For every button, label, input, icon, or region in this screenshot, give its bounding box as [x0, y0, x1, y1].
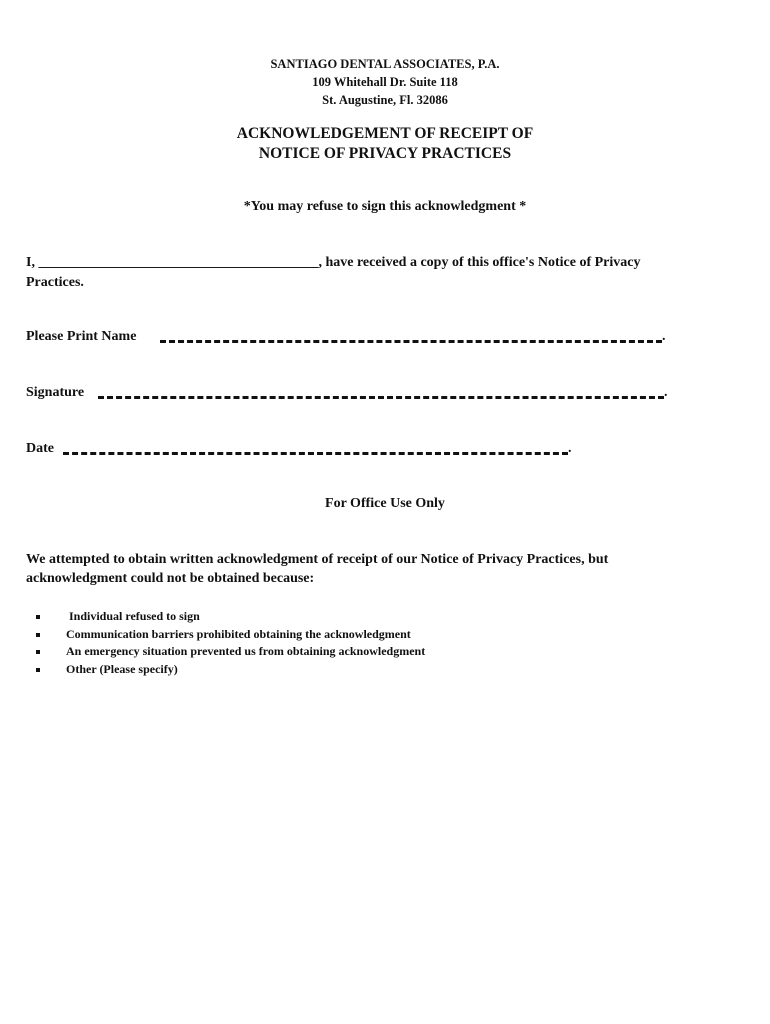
- document-title-line-1: ACKNOWLEDGEMENT OF RECEIPT OF: [236, 125, 534, 142]
- signature-end-mark: .: [664, 385, 668, 400]
- statement-prefix: I,: [26, 255, 39, 270]
- reasons-list: [36, 608, 425, 678]
- office-use-paragraph-line-2: acknowledgment could not be obtained because:: [26, 571, 315, 586]
- address-line-1: 109 Whitehall Dr. Suite 118: [312, 75, 458, 89]
- print-name-field[interactable]: [160, 340, 662, 343]
- date-field[interactable]: [63, 452, 568, 455]
- reason-other: Other (Please specify): [66, 661, 178, 676]
- practice-name: SANTIAGO DENTAL ASSOCIATES, P.A.: [270, 57, 500, 71]
- list-item: [36, 626, 425, 644]
- reason-communication-barriers: Communication barriers prohibited obtaining the acknowledgment: [66, 626, 411, 641]
- statement-line-2: Practices.: [26, 275, 84, 290]
- acknowledgment-statement: [26, 255, 641, 271]
- reason-emergency: An emergency situation prevented us from obtaining acknowledgment: [66, 644, 426, 658]
- list-item: [36, 643, 425, 661]
- reason-refused: Individual refused to sign: [69, 609, 200, 623]
- bullet-icon: [36, 615, 40, 619]
- date-label: Date: [26, 441, 54, 456]
- statement-suffix: , have received a copy of this office's Notice of Privacy: [318, 255, 641, 270]
- date-end-mark: .: [568, 441, 572, 456]
- bullet-icon: [36, 668, 40, 672]
- address-line-2: St. Augustine, Fl. 32086: [322, 93, 448, 107]
- bullet-icon: [36, 633, 40, 637]
- signature-label: Signature: [26, 385, 85, 400]
- list-item: [36, 608, 425, 626]
- office-use-heading: For Office Use Only: [325, 496, 445, 511]
- print-name-label: Please Print Name: [26, 329, 137, 344]
- refuse-notice: *You may refuse to sign this acknowledgment *: [243, 199, 527, 214]
- list-item: [36, 661, 425, 679]
- print-name-end-mark: .: [662, 329, 666, 344]
- document-title-line-2: NOTICE OF PRIVACY PRACTICES: [258, 145, 512, 162]
- bullet-icon: [36, 650, 40, 654]
- signature-field[interactable]: [98, 396, 664, 399]
- office-use-paragraph-line-1: We attempted to obtain written acknowledgment of receipt of our Notice of Privacy Practices, but: [26, 552, 609, 567]
- patient-name-blank[interactable]: ________________________________________: [38, 255, 319, 270]
